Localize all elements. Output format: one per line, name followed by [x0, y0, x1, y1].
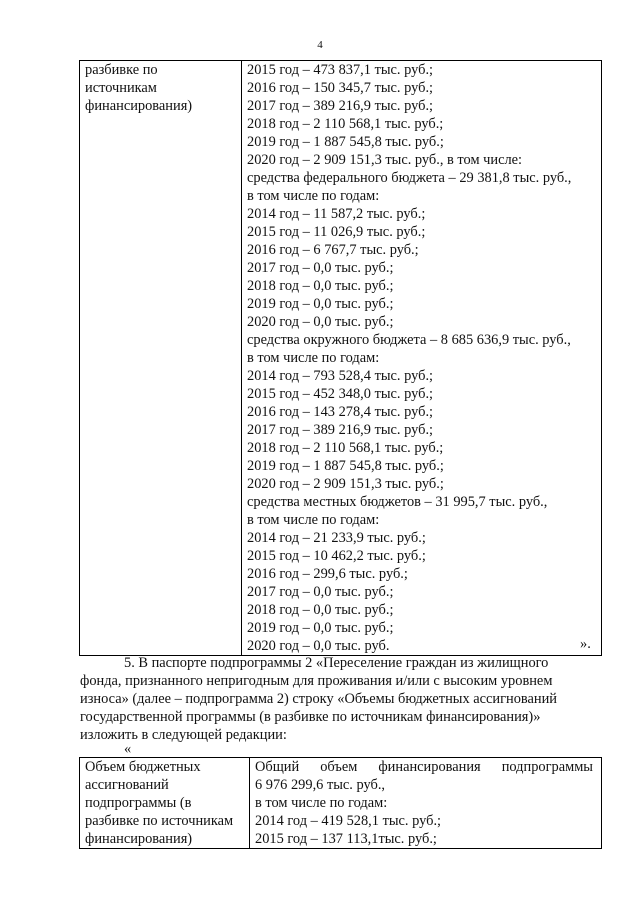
- value-line: 2014 год – 21 233,9 тыс. руб.;: [247, 530, 426, 546]
- value-line: 2016 год – 150 345,7 тыс. руб.;: [247, 80, 434, 96]
- value-line: в том числе по годам:: [247, 512, 380, 528]
- value-line: в том числе по годам:: [247, 350, 380, 366]
- value-line: 2017 год – 0,0 тыс. руб.;: [247, 260, 394, 276]
- label-line: финансирования): [85, 98, 193, 114]
- row-label-cell: [80, 61, 242, 656]
- value-line: 2017 год – 0,0 тыс. руб.;: [247, 584, 394, 600]
- funding-table-continued: [79, 60, 602, 656]
- value-line: 2017 год – 389 216,9 тыс. руб.;: [247, 422, 434, 438]
- value-line: 2018 год – 2 110 568,1 тыс. руб.;: [247, 440, 444, 456]
- row-value-cell: [242, 61, 602, 656]
- value-line: 2019 год – 1 887 545,8 тыс. руб.;: [247, 134, 444, 150]
- value-line: 2015 год – 452 348,0 тыс. руб.;: [247, 386, 434, 402]
- row-value-cell: [250, 758, 602, 849]
- value-line: в том числе по годам:: [255, 795, 388, 811]
- paragraph-line: государственной программы (в разбивке по источникам финансирования)»: [80, 709, 541, 725]
- value-line: 2018 год – 0,0 тыс. руб.;: [247, 602, 394, 618]
- paragraph-line: 5. В паспорте подпрограммы 2 «Переселение граждан из жилищного: [124, 655, 549, 671]
- word: Общий: [255, 759, 300, 775]
- table-row: [80, 61, 602, 656]
- page-number: 4: [317, 39, 323, 51]
- label-line: разбивке по источникам: [85, 813, 234, 829]
- word: финансирования: [378, 759, 481, 775]
- label-line: ассигнований: [85, 777, 169, 793]
- value-line: 2020 год – 0,0 тыс. руб.;: [247, 314, 394, 330]
- value-line: 2020 год – 2 909 151,3 тыс. руб., в том числе:: [247, 152, 523, 168]
- value-line: 2017 год – 389 216,9 тыс. руб.;: [247, 98, 434, 114]
- value-line: 2014 год – 419 528,1 тыс. руб.;: [255, 813, 442, 829]
- value-line: 2015 год – 10 462,2 тыс. руб.;: [247, 548, 426, 564]
- value-line: 2020 год – 0,0 тыс. руб.: [247, 638, 390, 654]
- label-line: Объем бюджетных: [85, 759, 201, 775]
- value-line: 2015 год – 473 837,1 тыс. руб.;: [247, 62, 434, 78]
- amendment-paragraph: [80, 654, 600, 744]
- label-line: подпрограммы (в: [85, 795, 192, 811]
- value-line: 2020 год – 2 909 151,3 тыс. руб.;: [247, 476, 444, 492]
- label-line: разбивке по: [85, 62, 158, 78]
- value-line: 2015 год – 137 113,1тыс. руб.;: [255, 831, 437, 847]
- row-label-cell: [80, 758, 250, 849]
- value-line: 2016 год – 6 767,7 тыс. руб.;: [247, 242, 419, 258]
- value-line: 2016 год – 299,6 тыс. руб.;: [247, 566, 408, 582]
- value-line: 2018 год – 2 110 568,1 тыс. руб.;: [247, 116, 444, 132]
- value-line: 2018 год – 0,0 тыс. руб.;: [247, 278, 394, 294]
- value-line: 2016 год – 143 278,4 тыс. руб.;: [247, 404, 434, 420]
- value-line: средства окружного бюджета – 8 685 636,9 тыс. руб.,: [247, 332, 571, 348]
- value-line: 2015 год – 11 026,9 тыс. руб.;: [247, 224, 426, 240]
- value-line: 6 976 299,6 тыс. руб.,: [255, 777, 386, 793]
- value-line: 2019 год – 1 887 545,8 тыс. руб.;: [247, 458, 444, 474]
- word: объем: [320, 759, 358, 775]
- subprogram-funding-table: [79, 757, 602, 849]
- value-line: 2014 год – 793 528,4 тыс. руб.;: [247, 368, 434, 384]
- paragraph-line: изложить в следующей редакции:: [80, 727, 287, 743]
- paragraph-line: износа» (далее – подпрограмма 2) строку «Объемы бюджетных ассигнований: [80, 691, 558, 707]
- value-line: 2019 год – 0,0 тыс. руб.;: [247, 620, 394, 636]
- value-line: средства федерального бюджета – 29 381,8 тыс. руб.,: [247, 170, 572, 186]
- value-first-line: [255, 758, 601, 776]
- paragraph-line: фонда, признанного непригодным для проживания и/или с высоким уровнем: [80, 673, 553, 689]
- label-line: источникам: [85, 80, 157, 96]
- value-line: в том числе по годам:: [247, 188, 380, 204]
- value-line: средства местных бюджетов – 31 995,7 тыс. руб.,: [247, 494, 548, 510]
- label-line: финансирования): [85, 831, 193, 847]
- word: подпрограммы: [501, 759, 593, 775]
- table-row: [80, 758, 602, 849]
- value-line: 2014 год – 11 587,2 тыс. руб.;: [247, 206, 426, 222]
- opening-quote: «: [124, 741, 132, 757]
- value-line: 2019 год – 0,0 тыс. руб.;: [247, 296, 394, 312]
- closing-quote: ».: [580, 636, 591, 652]
